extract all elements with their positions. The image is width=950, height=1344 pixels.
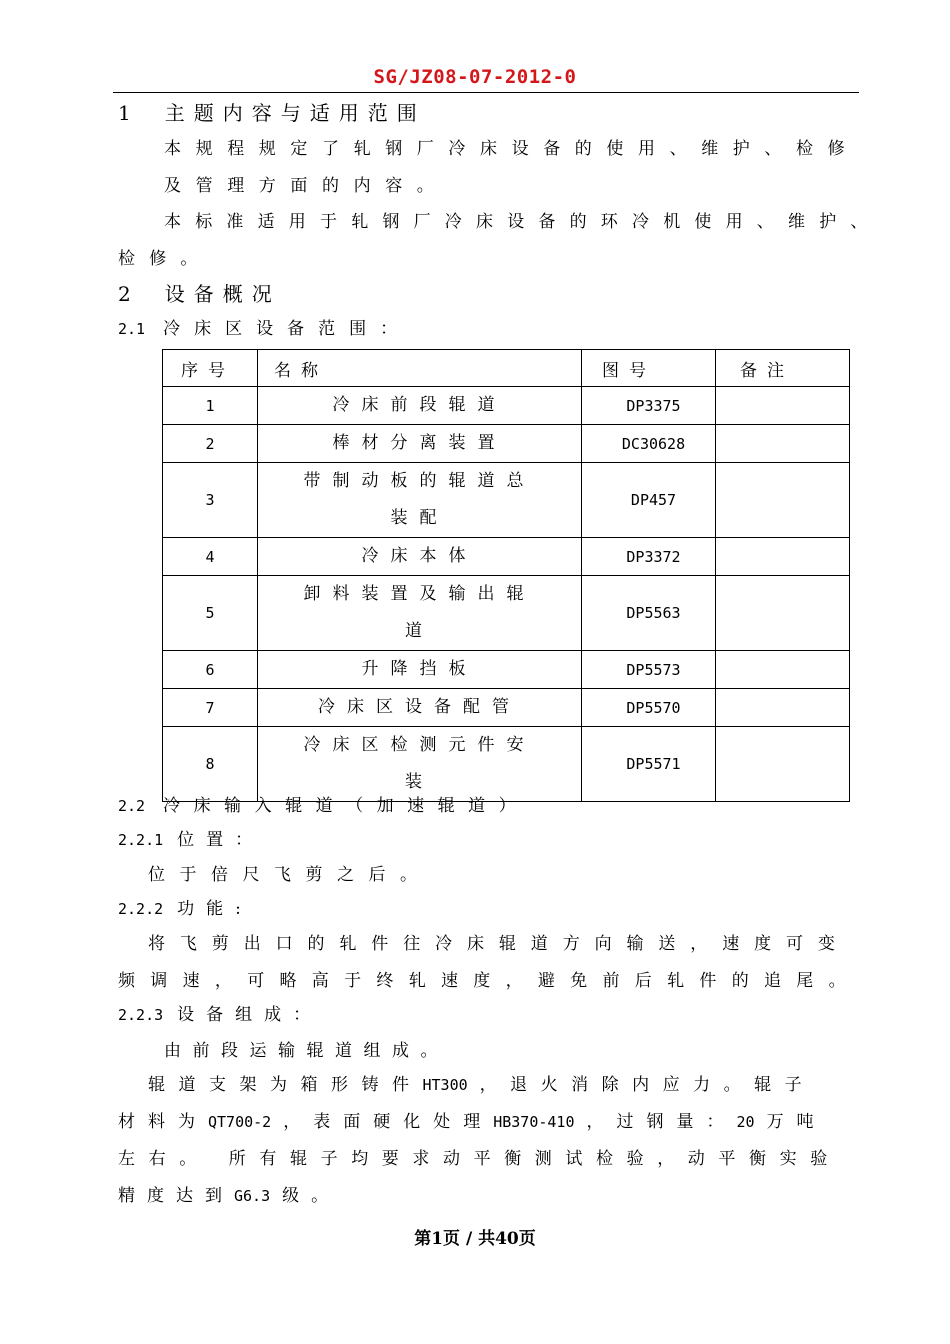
row-index: 4 <box>163 538 258 576</box>
row-remarks <box>716 538 850 576</box>
section-2-1-title: 冷床区设备范围： <box>163 319 412 339</box>
para-d-text-2: 级。 <box>282 1186 341 1206</box>
table-row <box>163 387 850 425</box>
row-index: 2 <box>163 425 258 463</box>
row-drawing-no: DP5573 <box>582 651 716 689</box>
section-1-para-2-line-1: 本标准适用于轧钢厂冷床设备的环冷机使用、维护、 <box>164 212 882 232</box>
row-name-line-2: 装 <box>405 772 434 792</box>
para-b-text-2: ，表面硬化处理 <box>283 1112 494 1132</box>
section-2-2-3-number: 2.2.3 <box>118 1006 164 1024</box>
section-2-2-1-number: 2.2.1 <box>118 831 164 849</box>
section-2-2-3-heading <box>118 1004 322 1026</box>
row-name: 冷床前段辊道 <box>258 387 582 425</box>
section-2-1-number: 2.1 <box>118 320 146 338</box>
section-1-para-1-line-2: 及管理方面的内容。 <box>164 176 449 196</box>
para-line-c: 左右。 所有辊子均要求动平衡测试检验，动平衡实验 <box>118 1149 841 1169</box>
para-b-text-1: 材料为 <box>118 1112 208 1132</box>
table-row <box>163 689 850 727</box>
section-2-2-1-heading <box>118 829 264 851</box>
section-2-2-2-line-1: 将飞剪出口的轧件往冷床辊道方向输送，速度可变 <box>148 934 850 954</box>
row-index: 1 <box>163 387 258 425</box>
section-2-title: 设备概况 <box>164 282 281 306</box>
row-drawing-no: DP3372 <box>582 538 716 576</box>
row-drawing-no: DP5571 <box>582 727 716 802</box>
section-1-para-2-line-2: 检修。 <box>118 249 212 269</box>
para-d-text-1: 精度达到 <box>118 1186 234 1206</box>
table-row <box>163 651 850 689</box>
para-line-d <box>118 1185 340 1207</box>
row-name: 升降挡板 <box>258 651 582 689</box>
row-name: 冷床本体 <box>258 538 582 576</box>
section-2-2-3-title: 设备组成： <box>177 1005 323 1025</box>
para-b-text-3: ，过钢量： <box>586 1112 737 1132</box>
section-1-heading <box>118 101 426 125</box>
para-b-text-4: 万吨 <box>766 1112 827 1132</box>
row-remarks <box>716 689 850 727</box>
row-name: 冷床区设备配管 <box>258 689 582 727</box>
row-name-line-2: 装配 <box>390 508 449 528</box>
section-2-heading <box>118 282 281 306</box>
table-header-row <box>163 350 850 387</box>
row-index: 3 <box>163 463 258 538</box>
row-remarks <box>716 425 850 463</box>
equipment-table <box>162 349 850 802</box>
row-name: 棒材分离装置 <box>258 425 582 463</box>
row-drawing-no: DP3375 <box>582 387 716 425</box>
section-2-1-heading <box>118 318 411 340</box>
para-a-text-2: ，退火消除内应力。辊子 <box>479 1075 816 1095</box>
row-drawing-no: DP5563 <box>582 576 716 651</box>
table-row <box>163 463 850 538</box>
row-index: 5 <box>163 576 258 651</box>
para-b-code-2: HB370-410 <box>493 1113 575 1131</box>
section-2-2-1-text: 位于倍尺飞剪之后。 <box>148 865 432 885</box>
header-rule <box>113 92 859 93</box>
para-line-a <box>148 1074 815 1096</box>
header-remarks: 备注 <box>716 350 850 387</box>
row-index: 7 <box>163 689 258 727</box>
row-remarks <box>716 727 850 802</box>
table-row <box>163 576 850 651</box>
para-a-code: HT300 <box>422 1076 468 1094</box>
para-a-text-1: 辊道支架为箱形铸件 <box>148 1075 423 1095</box>
row-remarks <box>716 463 850 538</box>
row-name-line-2: 道 <box>405 621 434 641</box>
section-2-2-number: 2.2 <box>118 797 146 815</box>
section-2-2-3-text: 由前段运输辊道组成。 <box>164 1041 449 1061</box>
header-drawing-no: 图号 <box>582 350 716 387</box>
row-remarks <box>716 651 850 689</box>
row-name-line-1: 带制动板的辊道总 <box>303 471 536 491</box>
row-index: 8 <box>163 727 258 802</box>
section-2-2-2-title: 功能: <box>177 899 253 919</box>
header-name: 名称 <box>258 350 582 387</box>
section-2-2-2-number: 2.2.2 <box>118 900 164 918</box>
row-remarks <box>716 387 850 425</box>
section-2-2-1-title: 位置： <box>177 830 265 850</box>
section-2-2-title: 冷床输入辊道（加速辊道） <box>163 796 530 816</box>
row-drawing-no: DP457 <box>582 463 716 538</box>
section-2-2-heading <box>118 795 529 817</box>
section-1-title: 主题内容与适用范围 <box>164 101 426 125</box>
para-d-code: G6.3 <box>234 1187 271 1205</box>
row-index: 6 <box>163 651 258 689</box>
table-row <box>163 538 850 576</box>
row-name-line-1: 卸料装置及输出辊 <box>303 584 536 604</box>
section-1-para-1-line-1: 本规程规定了轧钢厂冷床设备的使用、维护、检修 <box>164 139 860 159</box>
row-name-line-1: 冷床区检测元件安 <box>303 735 536 755</box>
row-name <box>258 576 582 651</box>
row-name <box>258 727 582 802</box>
section-2-2-2-line-2: 频调速，可略高于终轧速度，避免前后轧件的追尾。 <box>118 971 861 991</box>
document-code: SG/JZ08-07-2012-0 <box>373 66 577 88</box>
para-line-b <box>118 1111 827 1133</box>
para-b-code-1: QT700-2 <box>208 1113 272 1131</box>
row-drawing-no: DP5570 <box>582 689 716 727</box>
page-number: 第1页 / 共40页 <box>414 1229 536 1249</box>
section-2-2-2-heading <box>118 898 253 920</box>
section-1-number: 1 <box>118 101 131 125</box>
header-index: 序号 <box>163 350 258 387</box>
table-row <box>163 727 850 802</box>
para-b-number: 20 <box>736 1113 755 1131</box>
row-drawing-no: DC30628 <box>582 425 716 463</box>
section-2-number: 2 <box>118 282 131 306</box>
row-name <box>258 463 582 538</box>
table-row <box>163 425 850 463</box>
row-remarks <box>716 576 850 651</box>
